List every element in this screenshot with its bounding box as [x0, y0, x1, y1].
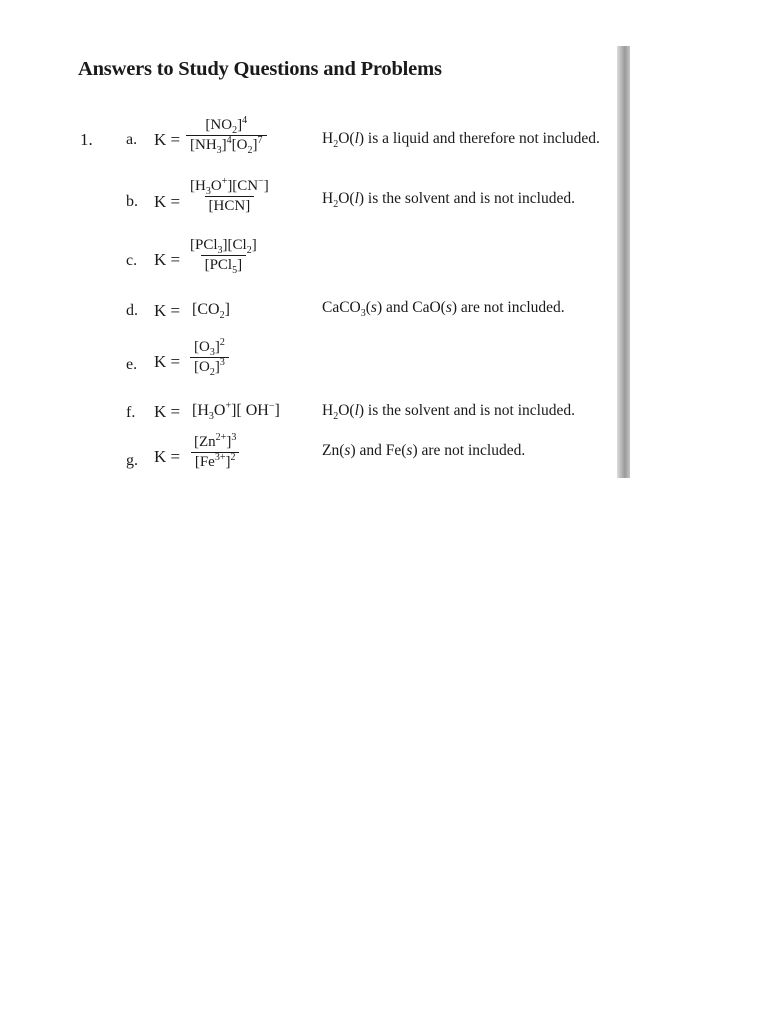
item-b-label: b. — [126, 193, 138, 210]
item-c-label: c. — [126, 252, 138, 269]
item-c-fraction — [186, 236, 261, 275]
item-e-label: e. — [126, 356, 138, 373]
item-a-numerator: $[NO_2]^4$ — [205, 115, 248, 136]
item-b-denominator: [HCN] — [205, 196, 255, 216]
item-a-denominator: $[NH_3]^4[O_2]^7$ — [186, 135, 267, 155]
page-title: Answers to Study Questions and Problems — [78, 58, 442, 80]
item-c-numerator: $[PCl_3][Cl_2]$ — [190, 237, 257, 256]
scanned-page — [0, 0, 630, 478]
item-e-numerator: $[O_3]^2$ — [194, 337, 225, 358]
item-g-k: K = — [154, 447, 181, 466]
item-a-note: $H_2O(l)$ is a liquid and therefore not included. — [322, 130, 600, 151]
item-d-expression: $[CO_2]$ — [192, 301, 230, 322]
page-edge-shadow — [617, 46, 630, 478]
item-e-k: K = — [154, 352, 181, 371]
item-e-fraction — [190, 338, 229, 377]
item-g-denominator: $[Fe^{3+}]^2$ — [191, 452, 240, 472]
item-g-numerator: $[Zn^{2+}]^3$ — [194, 432, 237, 450]
item-b-numerator: $[H_3O^+][CN^-]$ — [190, 176, 269, 197]
item-f-label: f. — [126, 404, 136, 421]
item-c-denominator: [PCl$_5$] — [201, 255, 247, 275]
item-a-fraction — [186, 116, 267, 155]
item-d-label: d. — [126, 302, 138, 319]
item-g-label: g. — [126, 452, 138, 469]
item-f-note: $H_2O(l)$ is the solvent and is not included. — [322, 402, 575, 423]
item-b-k: K = — [154, 192, 181, 211]
item-d-k: K = — [154, 301, 181, 320]
question-number: 1. — [80, 130, 93, 149]
item-f-expression: $[H_3O^+]$[ OH−] — [192, 400, 280, 423]
item-a-k: K = — [154, 130, 181, 149]
item-a-label: a. — [126, 131, 138, 148]
item-g-fraction — [190, 433, 240, 472]
item-b-note: $H_2O(l)$ is the solvent and is not included. — [322, 190, 575, 211]
item-f-k: K = — [154, 402, 181, 421]
item-e-denominator: $[O_2]^3$ — [190, 357, 229, 377]
item-c-k: K = — [154, 250, 181, 269]
item-g-note: Zn(s) and Fe(s) are not included. — [322, 442, 526, 459]
item-b-fraction — [186, 177, 273, 216]
item-d-note: CaCO$_3$(s) and CaO(s) are not included. — [322, 299, 565, 320]
